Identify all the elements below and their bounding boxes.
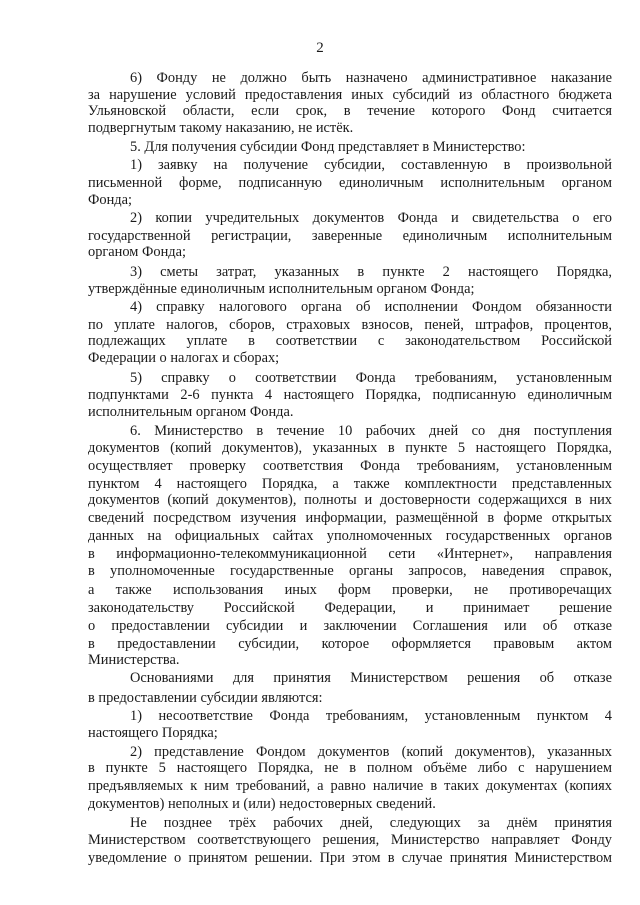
text-line: в предоставлении субсидии, которое оформляется правовым актом	[88, 636, 612, 652]
text-line: 2) представление Фондом документов (копий документов), указанных	[130, 744, 612, 760]
text-line: государственной регистрации, заверенные единоличным исполнительным	[88, 228, 612, 244]
text-line: в предоставлении субсидии являются:	[88, 690, 323, 706]
text-line: исполнительным органом Фонда.	[88, 404, 294, 420]
text-line: подвергнутым такому наказанию, не истёк.	[88, 120, 354, 136]
text-line: данных на официальных сайтах уполномоченных государственных органов	[88, 528, 612, 544]
text-line: документов) неполных и (или) недостоверных сведений.	[88, 796, 436, 812]
text-line: письменной форме, подписанную единоличным исполнительным органом	[88, 175, 612, 191]
text-line: 1) несоответствие Фонда требованиям, установленным пунктом 4	[130, 708, 612, 724]
text-line: Основаниями для принятия Министерством решения об отказе	[130, 670, 612, 686]
text-line: Федерации о налогах и сборах;	[88, 350, 280, 366]
text-line: Не позднее трёх рабочих дней, следующих за днём принятия	[130, 815, 612, 831]
text-line: 5) справку о соответствии Фонда требованиям, установленным	[130, 370, 612, 386]
text-line: 1) заявку на получение субсидии, составленную в произвольной	[130, 157, 612, 173]
text-line: Министерством соответствующего решения, Министерство направляет Фонду	[88, 832, 612, 848]
text-line: 4) справку налогового органа об исполнении Фондом обязанности	[130, 299, 612, 315]
text-line: органом Фонда;	[88, 244, 186, 260]
page-number: 2	[316, 40, 324, 56]
text-line: 6. Министерство в течение 10 рабочих дней со дня поступления	[130, 423, 612, 439]
text-line: за нарушение условий предоставления иных субсидий из областного бюджета	[88, 87, 612, 103]
text-line: подлежащих уплате в соответствии с законодательством Российской	[88, 333, 612, 349]
text-line: пунктом 4 настоящего Порядка, а также комплектности представленных	[88, 476, 612, 492]
text-line: Фонда;	[88, 192, 132, 208]
text-line: подпунктами 2-6 пункта 4 настоящего Порядка, подписанную единоличным	[88, 387, 612, 403]
text-line: документов (копий документов), указанных в пункте 5 настоящего Порядка,	[88, 440, 612, 456]
text-line: законодательству Российской Федерации, и принимает решение	[88, 600, 612, 616]
text-line: 2) копии учредительных документов Фонда и свидетельства о его	[130, 210, 612, 226]
text-line: 6) Фонду не должно быть назначено административное наказание	[130, 70, 612, 86]
text-line: 5. Для получения субсидии Фонд представляет в Министерство:	[130, 139, 526, 155]
text-line: сведений посредством изучения информации, размещённой в форме открытых	[88, 510, 612, 526]
text-line: уведомление о принятом решении. При этом в случае принятия Министерством	[88, 850, 612, 866]
text-line: утверждённые единоличным исполнительным органом Фонда;	[88, 281, 475, 297]
text-line: предъявляемых к ним требований, а равно наличие в таких документах (копиях	[88, 778, 612, 794]
text-line: документов (копий документов), полноты и достоверности содержащихся в них	[88, 492, 612, 508]
text-line: Министерства.	[88, 652, 180, 668]
text-line: в уполномоченные государственные органы запросов, наведения справок,	[88, 563, 612, 579]
text-line: 3) сметы затрат, указанных в пункте 2 настоящего Порядка,	[130, 264, 612, 280]
text-line: настоящего Порядка;	[88, 725, 218, 741]
text-line: в информационно-телекоммуникационной сети «Интернет», направления	[88, 546, 612, 562]
text-line: Ульяновской области, если срок, в течение которого Фонд считается	[88, 103, 612, 119]
text-line: а также использования иных форм проверки, не противоречащих	[88, 582, 612, 598]
text-line: по уплате налогов, сборов, страховых взносов, пеней, штрафов, процентов,	[88, 317, 612, 333]
text-line: о предоставлении субсидии и заключении Соглашения или об отказе	[88, 618, 612, 634]
text-line: в пункте 5 настоящего Порядка, не в полном объёме либо с нарушением	[88, 760, 612, 776]
text-line: осуществляет проверку соответствия Фонда требованиям, установленным	[88, 458, 612, 474]
